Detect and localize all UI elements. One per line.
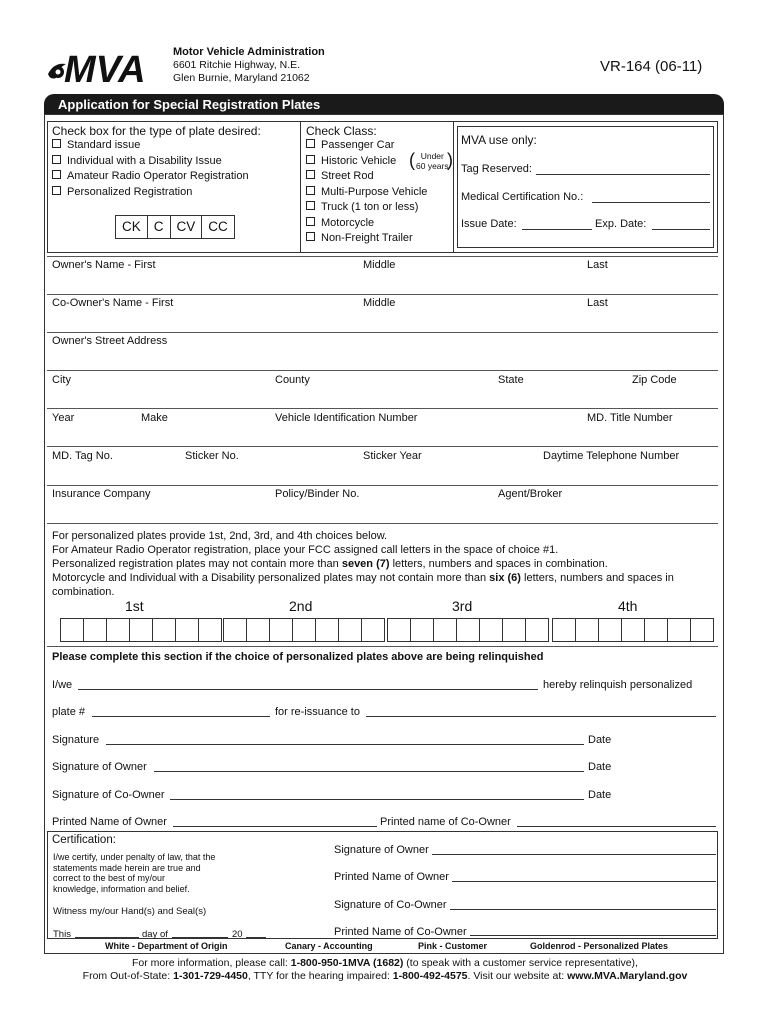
checkbox[interactable] bbox=[52, 186, 61, 195]
option-personalized[interactable]: Personalized Registration bbox=[52, 185, 261, 201]
plate-label: plate # bbox=[52, 706, 86, 718]
medical-cert-label: Medical Certification No.: bbox=[461, 191, 584, 203]
copy-goldenrod: Goldenrod - Personalized Plates bbox=[530, 941, 669, 951]
sig-owner-label: Signature of Owner bbox=[52, 761, 147, 773]
this-label: This bbox=[53, 929, 71, 940]
signature-line[interactable] bbox=[106, 744, 584, 745]
checkbox[interactable] bbox=[52, 139, 61, 148]
class-trailer[interactable]: Non-Freight Trailer bbox=[306, 231, 427, 247]
insurance-field[interactable] bbox=[47, 523, 718, 524]
sig-owner-line[interactable] bbox=[154, 771, 584, 772]
instruction-3: Personalized registration plates may not contain more than seven (7) letters, numbers and spaces in combination. bbox=[52, 558, 608, 570]
cert-sig-owner-line[interactable] bbox=[432, 854, 716, 855]
reissue-line[interactable] bbox=[366, 716, 716, 717]
bracket-left: ( bbox=[409, 150, 415, 170]
checkbox[interactable] bbox=[306, 170, 315, 179]
printed-owner-line[interactable] bbox=[173, 826, 377, 827]
plate-type-section bbox=[52, 124, 261, 200]
option-disability[interactable]: Individual with a Disability Issue bbox=[52, 154, 261, 170]
cert-printed-coowner-line[interactable] bbox=[470, 935, 716, 936]
mva-logo bbox=[44, 44, 166, 88]
coowner-middle-label: Middle bbox=[363, 297, 396, 309]
footer-line-2: From Out-of-State: 1-301-729-4450, TTY for the hearing impaired: 1-800-492-4575. Visit our website at: www.MVA.Maryland.gov bbox=[82, 970, 688, 982]
checkbox[interactable] bbox=[306, 155, 315, 164]
class-truck[interactable]: Truck (1 ton or less) bbox=[306, 200, 427, 216]
code-c: C bbox=[148, 216, 171, 238]
owner-name-field[interactable] bbox=[47, 294, 718, 295]
street-label: Owner's Street Address bbox=[52, 335, 168, 347]
class-historic[interactable]: Historic Vehicle bbox=[306, 154, 427, 170]
make-label: Make bbox=[141, 412, 168, 424]
reissue-label: for re-issuance to bbox=[275, 706, 360, 718]
plate-codes bbox=[115, 215, 235, 239]
instruction-1: For personalized plates provide 1st, 2nd, 3rd, and 4th choices below. bbox=[52, 530, 388, 542]
choice-4-label: 4th bbox=[618, 598, 638, 614]
choice-2-label: 2nd bbox=[289, 598, 313, 614]
issue-date-label: Issue Date: bbox=[461, 218, 517, 230]
code-cc: CC bbox=[208, 219, 228, 234]
checkbox[interactable] bbox=[306, 217, 315, 226]
vin-label: Vehicle Identification Number bbox=[275, 412, 418, 424]
copy-white: White - Department of Origin bbox=[105, 941, 228, 951]
insurance-label: Insurance Company bbox=[52, 488, 151, 500]
tag-field[interactable] bbox=[47, 485, 718, 486]
svg-text:MVA: MVA bbox=[64, 49, 146, 88]
cert-sig-coowner-label: Signature of Co-Owner bbox=[334, 899, 447, 911]
relinquish-name-line[interactable] bbox=[78, 689, 538, 690]
phone-label: Daytime Telephone Number bbox=[543, 450, 680, 462]
day-line[interactable] bbox=[75, 937, 139, 938]
divider bbox=[300, 121, 301, 253]
sticker-no-label: Sticker No. bbox=[185, 450, 239, 462]
medical-cert-line[interactable] bbox=[592, 202, 710, 203]
choice-3-label: 3rd bbox=[452, 598, 473, 614]
choice-2-boxes[interactable] bbox=[223, 618, 385, 642]
title-bar bbox=[44, 94, 724, 114]
cert-sig-coowner-line[interactable] bbox=[450, 909, 716, 910]
plate-type-heading: Check box for the type of plate desired: bbox=[52, 124, 261, 138]
address-line-1: 6601 Ritchie Highway, N.E. bbox=[173, 59, 301, 71]
choice-1-label: 1st bbox=[125, 598, 144, 614]
certification-text: I/we certify, under penalty of law, that the statements made herein are true and correct to the best of my/our knowledge, information and belief. bbox=[53, 852, 216, 894]
instruction-5: combination. bbox=[52, 586, 115, 598]
zip-label: Zip Code bbox=[632, 374, 677, 386]
address-line-2: Glen Burnie, Maryland 21062 bbox=[173, 72, 310, 84]
sig-coowner-line[interactable] bbox=[170, 799, 584, 800]
check-class-heading: Check Class: bbox=[306, 124, 377, 138]
relinquish-heading: Please complete this section if the choice of personalized plates above are being relinquished bbox=[52, 651, 544, 663]
divider bbox=[47, 256, 718, 257]
witness-text: Witness my/our Hand(s) and Seal(s) bbox=[53, 906, 207, 917]
agent-label: Agent/Broker bbox=[498, 488, 563, 500]
year-20-label: 20 bbox=[232, 929, 243, 940]
cert-sig-owner-label: Signature of Owner bbox=[334, 844, 429, 856]
instruction-2: For Amateur Radio Operator registration, place your FCC assigned call letters in the space of choice #1. bbox=[52, 544, 559, 556]
cert-printed-owner-label: Printed Name of Owner bbox=[334, 871, 449, 883]
instructions bbox=[52, 529, 674, 599]
date-label: Date bbox=[588, 761, 612, 773]
policy-label: Policy/Binder No. bbox=[275, 488, 360, 500]
footer-line-1: For more information, please call: 1-800-950-1MVA (1682) (to speak with a customer service representative), bbox=[132, 957, 638, 969]
tag-no-label: MD. Tag No. bbox=[52, 450, 113, 462]
year-line[interactable] bbox=[246, 937, 266, 938]
divider bbox=[47, 646, 718, 647]
checkbox[interactable] bbox=[306, 139, 315, 148]
coowner-last-label: Last bbox=[587, 297, 608, 309]
cert-printed-coowner-label: Printed Name of Co-Owner bbox=[334, 926, 467, 938]
date-label: Date bbox=[588, 789, 612, 801]
street-field[interactable] bbox=[47, 370, 718, 371]
org-address bbox=[173, 46, 325, 85]
checkbox[interactable] bbox=[52, 170, 61, 179]
copy-canary: Canary - Accounting bbox=[285, 941, 373, 951]
printed-coowner-label: Printed name of Co-Owner bbox=[380, 816, 511, 828]
owner-middle-label: Middle bbox=[363, 259, 396, 271]
coowner-name-field[interactable] bbox=[47, 332, 718, 333]
date-label: Date bbox=[588, 734, 612, 746]
copy-pink: Pink - Customer bbox=[418, 941, 488, 951]
sig-coowner-label: Signature of Co-Owner bbox=[52, 789, 165, 801]
choice-3-boxes[interactable] bbox=[387, 618, 549, 642]
printed-coowner-line[interactable] bbox=[517, 826, 716, 827]
issue-date-line[interactable] bbox=[522, 229, 592, 230]
vehicle-field[interactable] bbox=[47, 446, 718, 447]
city-label: City bbox=[52, 374, 71, 386]
choice-4-boxes[interactable] bbox=[552, 618, 714, 642]
bracket-right: ) bbox=[447, 150, 453, 170]
checkbox[interactable] bbox=[306, 232, 315, 241]
printed-owner-label: Printed Name of Owner bbox=[52, 816, 167, 828]
address-field[interactable] bbox=[47, 408, 718, 409]
checkbox[interactable] bbox=[306, 201, 315, 210]
instruction-4: Motorcycle and Individual with a Disability personalized plates may not contain more than six (6) letters, numbers and spaces in bbox=[52, 572, 674, 584]
month-line[interactable] bbox=[172, 937, 228, 938]
mva-use-heading: MVA use only: bbox=[461, 133, 537, 147]
signature-label: Signature bbox=[52, 734, 100, 746]
tag-reserved-line[interactable] bbox=[536, 174, 710, 175]
class-street-rod[interactable]: Street Rod bbox=[306, 169, 427, 185]
certification-heading: Certification: bbox=[52, 834, 116, 846]
checkbox[interactable] bbox=[306, 186, 315, 195]
code-cv: CV bbox=[171, 216, 203, 238]
owner-last-label: Last bbox=[587, 259, 608, 271]
class-passenger[interactable]: Passenger Car bbox=[306, 138, 427, 154]
form-number: VR-164 (06-11) bbox=[600, 58, 703, 75]
class-motorcycle[interactable]: Motorcycle bbox=[306, 216, 427, 232]
state-label: State bbox=[498, 374, 524, 386]
exp-date-label: Exp. Date: bbox=[595, 218, 647, 230]
org-name: Motor Vehicle Administration bbox=[173, 46, 325, 58]
hereby-text: hereby relinquish personalized bbox=[543, 679, 693, 691]
tag-reserved-label: Tag Reserved: bbox=[461, 163, 532, 175]
option-amateur-radio[interactable]: Amateur Radio Operator Registration bbox=[52, 169, 261, 185]
website-link[interactable]: www.MVA.Maryland.gov bbox=[567, 970, 688, 982]
title-no-label: MD. Title Number bbox=[587, 412, 673, 424]
day-of-label: day of bbox=[142, 929, 168, 940]
coowner-first-label: Co-Owner's Name - First bbox=[52, 297, 174, 309]
sticker-year-label: Sticker Year bbox=[363, 450, 422, 462]
owner-first-label: Owner's Name - First bbox=[52, 259, 156, 271]
under-60-note: Under 60 years bbox=[416, 151, 449, 171]
divider bbox=[453, 121, 454, 253]
choice-1-boxes[interactable] bbox=[60, 618, 222, 642]
checkbox[interactable] bbox=[52, 155, 61, 164]
iwe-label: I/we bbox=[52, 679, 73, 691]
option-standard[interactable]: Standard issue bbox=[52, 138, 261, 154]
class-multipurpose[interactable]: Multi-Purpose Vehicle bbox=[306, 185, 427, 201]
footer bbox=[0, 957, 770, 983]
form-title: Application for Special Registration Plates bbox=[58, 97, 321, 112]
county-label: County bbox=[275, 374, 310, 386]
plate-line[interactable] bbox=[92, 716, 270, 717]
check-class-section bbox=[306, 124, 427, 247]
code-ck: CK bbox=[116, 216, 148, 238]
year-label: Year bbox=[52, 412, 75, 424]
cert-printed-owner-line[interactable] bbox=[452, 881, 716, 882]
exp-date-line[interactable] bbox=[652, 229, 710, 230]
